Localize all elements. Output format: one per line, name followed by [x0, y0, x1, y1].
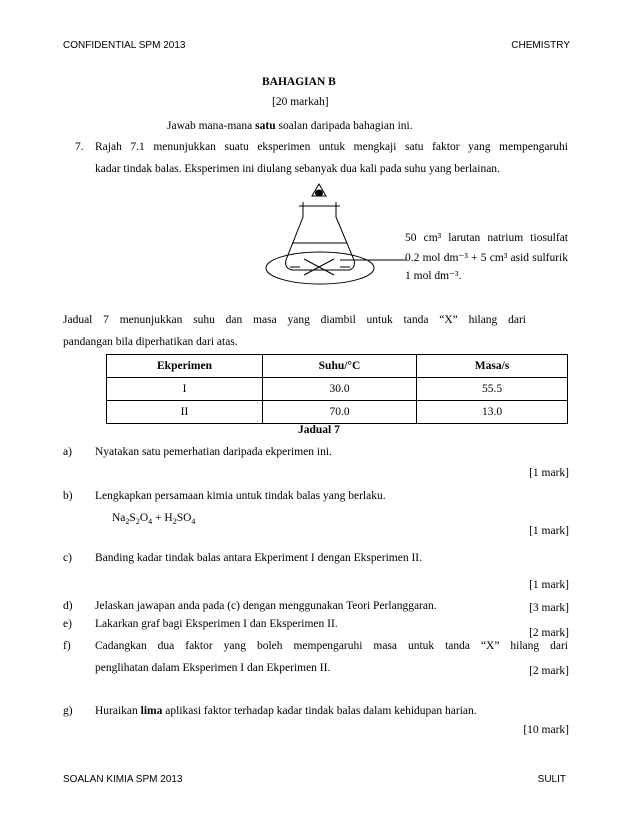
table-intro-line-2: pandangan bila diperhatikan dari atas. — [63, 336, 238, 348]
diagram-label-line-3: 1 mol dm⁻³. — [405, 270, 462, 282]
part-g-label: g) — [63, 705, 73, 717]
conical-flask-diagram — [258, 180, 408, 290]
table-intro-line-1: Jadual 7 menunjukkan suhu dan masa yang diambil untuk tanda “X” hilang dari — [63, 314, 526, 326]
part-d-text: Jelaskan jawapan anda pada (c) dengan menggunakan Teori Perlanggaran. — [95, 600, 437, 612]
table-row — [107, 401, 568, 424]
drop-icon — [315, 190, 323, 197]
data-table — [106, 354, 568, 424]
part-a-label: a) — [63, 446, 72, 458]
header-masa: Masa/s — [417, 355, 568, 378]
part-c-mark: [1 mark] — [529, 579, 569, 591]
section-instruction: Jawab mana-mana satu soalan daripada bahagian ini. — [167, 120, 413, 132]
part-e-label: e) — [63, 618, 72, 630]
header-suhu: Suhu/°C — [263, 355, 417, 378]
table-caption: Jadual 7 — [298, 424, 340, 436]
diagram-label-line-2: 0.2 mol dm⁻³ + 5 cm³ asid sulfurik — [405, 252, 568, 264]
part-e-text: Lakarkan graf bagi Eksperimen I dan Eksperimen II. — [95, 618, 338, 630]
table-cell: 13.0 — [417, 401, 568, 424]
part-f-mark: [2 mark] — [529, 665, 569, 677]
part-f-line-2: penglihatan dalam Eksperimen I dan Ekperimen II. — [95, 662, 331, 674]
part-f-line-1: Cadangkan dua faktor yang boleh mempengaruhi masa untuk tanda “X” hilang dari — [95, 640, 568, 652]
question-line-2: kadar tindak balas. Eksperimen ini diulang sebanyak dua kali pada suhu yang berlainan. — [95, 163, 500, 175]
header-left: CONFIDENTIAL SPM 2013 — [63, 40, 186, 51]
part-c-text: Banding kadar tindak balas antara Ekperiment I dengan Eksperimen II. — [95, 552, 422, 564]
part-a-mark: [1 mark] — [529, 467, 569, 479]
table-cell: I — [107, 378, 263, 401]
part-c-label: c) — [63, 552, 72, 564]
footer-right: SULIT — [537, 774, 566, 785]
header-right: CHEMISTRY — [511, 40, 570, 51]
x-mark-icon — [290, 259, 350, 275]
part-a-text: Nyatakan satu pemerhatian daripada ekperimen ini. — [95, 446, 332, 458]
table-header-row — [107, 355, 568, 378]
table-row — [107, 378, 568, 401]
part-d-label: d) — [63, 600, 73, 612]
part-g-text: Huraikan lima aplikasi faktor terhadap kadar tindak balas dalam kehidupan harian. — [95, 705, 477, 717]
part-g-mark: [10 mark] — [523, 724, 569, 736]
header-ekperimen: Ekperimen — [107, 355, 263, 378]
table-cell: 55.5 — [417, 378, 568, 401]
footer-left: SOALAN KIMIA SPM 2013 — [63, 774, 183, 785]
table-cell: 70.0 — [263, 401, 417, 424]
part-b-mark: [1 mark] — [529, 525, 569, 537]
part-f-label: f) — [63, 640, 71, 652]
table-cell: 30.0 — [263, 378, 417, 401]
section-marks: [20 markah] — [272, 96, 329, 108]
chemical-equation: $Na_2S_2O_4 + H_2SO_4$ — [112, 512, 196, 526]
table-cell: II — [107, 401, 263, 424]
part-e-mark: [2 mark] — [529, 627, 569, 639]
question-line-1: Rajah 7.1 menunjukkan suatu eksperimen untuk mengkaji satu faktor yang mempengaruhi — [95, 141, 568, 153]
part-b-text: Lengkapkan persamaan kimia untuk tindak balas yang berlaku. — [95, 490, 386, 502]
question-number: 7. — [75, 141, 84, 153]
part-b-label: b) — [63, 490, 73, 502]
section-title: BAHAGIAN B — [262, 76, 336, 88]
diagram-label-line-1: 50 cm³ larutan natrium tiosulfat — [405, 232, 568, 244]
part-d-mark: [3 mark] — [529, 602, 569, 614]
